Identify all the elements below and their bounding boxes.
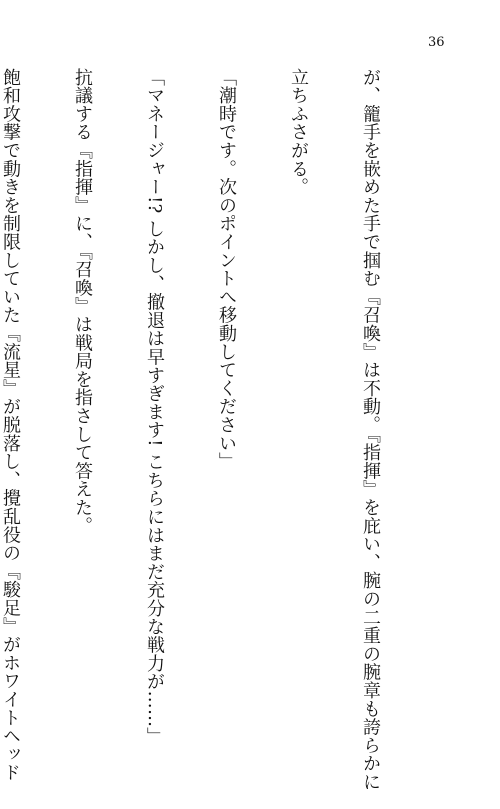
text-line: 抗議する『指揮』に、『召喚』は戦局を指さして答えた。 (72, 68, 93, 535)
page-number: 36 (428, 35, 445, 50)
text-line: 飽和攻撃で動きを制限していた『流星』が脱落し、攪乱役の『駿足』がホワイトヘッド (0, 68, 21, 782)
text-line: 立ちふさがる。 (288, 68, 309, 197)
text-line: 「マネージャー!? しかし、撤退は早すぎます! こちらにはまだ充分な戦力が……」 (144, 68, 165, 746)
novel-text-body (0, 68, 430, 791)
text-line: が、籠手を嵌めた手で掴む『召喚』は不動。『指揮』を庇い、腕の二重の腕章も誇らかに (360, 68, 381, 791)
text-line: 「潮時です。次のポイントへ移動してください」 (216, 68, 237, 471)
